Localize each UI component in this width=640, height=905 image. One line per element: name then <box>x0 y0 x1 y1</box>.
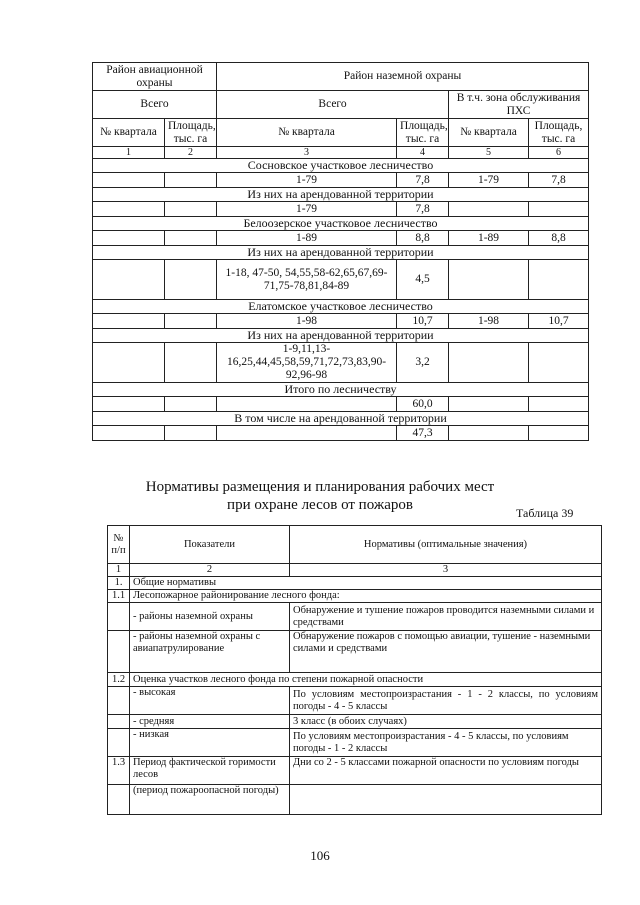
empty-cell <box>108 785 130 815</box>
table-cell <box>93 231 165 246</box>
page-number: 106 <box>310 848 330 863</box>
table-cell: 8,8 <box>397 231 449 246</box>
table-cell <box>93 173 165 188</box>
column-number: 3 <box>290 564 602 577</box>
empty-cell <box>108 715 130 729</box>
empty-cell <box>108 603 130 631</box>
section-row-label: Елатомское участковое лесничество <box>93 300 589 314</box>
empty-cell <box>108 687 130 715</box>
indicator-cell: - высокая <box>130 687 290 715</box>
section-row-label: Из них на арендованной территории <box>93 329 589 343</box>
table-cell <box>449 426 529 441</box>
column-number: 4 <box>397 147 449 159</box>
empty-cell <box>290 785 602 815</box>
row-number: 1.2 <box>108 673 130 687</box>
row-number: 1.3 <box>108 757 130 785</box>
norm-cell: Обнаружение и тушение пожаров проводится наземными силами и средствами <box>290 603 602 631</box>
table-cell <box>449 260 529 300</box>
section-row-label: В том числе на арендованной территории <box>93 412 589 426</box>
header-aviation-zone: Район авиационной охраны <box>93 63 217 91</box>
header-pxs-zone: В т.ч. зона обслуживания ПХС <box>449 91 589 119</box>
table-cell <box>93 343 165 383</box>
column-number: 1 <box>108 564 130 577</box>
header-total-ground: Всего <box>217 91 449 119</box>
table-cell: 1-79 <box>449 173 529 188</box>
norm-cell: По условиям местопроизрастания - 4 - 5 классы, по условиям погоды - 1 - 2 классы <box>290 729 602 757</box>
table-cell: 1-98 <box>449 314 529 329</box>
table-cell: 1-18, 47-50, 54,55,58-62,65,67,69-71,75-78,81,84-89 <box>217 260 397 300</box>
header-indicators: Показатели <box>130 526 290 564</box>
header-quarter-no: № квартала <box>217 119 397 147</box>
table-cell <box>165 397 217 412</box>
table-cell <box>165 173 217 188</box>
column-number: 3 <box>217 147 397 159</box>
row-label: Лесопожарное районирование лесного фонда: <box>130 590 602 603</box>
table-label: Таблица 39 <box>516 506 574 520</box>
indicator-cell: - средняя <box>130 715 290 729</box>
norm-cell: По условиям местопроизрастания - 1 - 2 классы, по условиям погоды - 4 - 5 классы <box>290 687 602 715</box>
table-cell: 4,5 <box>397 260 449 300</box>
column-number: 6 <box>529 147 589 159</box>
table-cell: 1-89 <box>449 231 529 246</box>
table-cell <box>449 397 529 412</box>
norms-table <box>107 525 602 815</box>
table-cell <box>165 314 217 329</box>
table-cell <box>217 397 397 412</box>
header-quarter-no: № квартала <box>449 119 529 147</box>
table-cell <box>93 426 165 441</box>
empty-cell <box>108 729 130 757</box>
table-cell <box>165 343 217 383</box>
section-row-label: Белоозерское участковое лесничество <box>93 217 589 231</box>
section-row-label: Сосновское участковое лесничество <box>93 159 589 173</box>
section-heading-line-2: при охране лесов от пожаров <box>227 497 413 513</box>
table-cell <box>449 343 529 383</box>
header-quarter-no: № квартала <box>93 119 165 147</box>
table-cell: 47,3 <box>397 426 449 441</box>
table-cell: 1-79 <box>217 173 397 188</box>
section-row-label: Из них на арендованной территории <box>93 246 589 260</box>
table-cell <box>449 202 529 217</box>
indicator-cell: - районы наземной охраны с авиапатрулирование <box>130 631 290 673</box>
column-number: 2 <box>165 147 217 159</box>
header-row-number: № п/п <box>108 526 130 564</box>
column-number: 2 <box>130 564 290 577</box>
header-area: Площадь, тыс. га <box>397 119 449 147</box>
table-cell <box>529 202 589 217</box>
section-row-label: Итого по лесничеству <box>93 383 589 397</box>
table-cell: 1-79 <box>217 202 397 217</box>
table-cell: 7,8 <box>397 202 449 217</box>
empty-cell <box>108 631 130 673</box>
section-heading-line-1: Нормативы размещения и планирования рабочих мест <box>145 479 495 495</box>
table-cell: 1-89 <box>217 231 397 246</box>
header-area: Площадь, тыс. га <box>165 119 217 147</box>
indicator-cell: - районы наземной охраны <box>130 603 290 631</box>
table-cell <box>529 397 589 412</box>
table-cell: 8,8 <box>529 231 589 246</box>
table-cell <box>165 260 217 300</box>
table-cell: 1-9,11,13-16,25,44,45,58,59,71,72,73,83,90-92,96-98 <box>217 343 397 383</box>
header-norms: Нормативы (оптимальные значения) <box>290 526 602 564</box>
table-cell <box>93 314 165 329</box>
table-cell <box>529 426 589 441</box>
indicator-cell: - низкая <box>130 729 290 757</box>
table-cell: 7,8 <box>529 173 589 188</box>
header-area: Площадь, тыс. га <box>529 119 589 147</box>
table-cell <box>217 426 397 441</box>
table-cell <box>165 426 217 441</box>
table-cell <box>529 343 589 383</box>
indicator-cell: (период пожароопасной погоды) <box>130 785 290 815</box>
table-cell <box>165 231 217 246</box>
section-row-label: Из них на арендованной территории <box>93 188 589 202</box>
row-number: 1. <box>108 577 130 590</box>
row-label: Общие нормативы <box>130 577 602 590</box>
norm-cell: Дни со 2 - 5 классами пожарной опасности по условиям погоды <box>290 757 602 785</box>
table-cell <box>165 202 217 217</box>
column-number: 5 <box>449 147 529 159</box>
table-cell: 1-98 <box>217 314 397 329</box>
row-number: 1.1 <box>108 590 130 603</box>
indicator-cell: Период фактической горимости лесов <box>130 757 290 785</box>
table-cell: 60,0 <box>397 397 449 412</box>
table-cell: 7,8 <box>397 173 449 188</box>
forest-zones-table <box>92 62 589 441</box>
header-total-aviation: Всего <box>93 91 217 119</box>
column-number: 1 <box>93 147 165 159</box>
table-cell <box>93 397 165 412</box>
table-cell: 10,7 <box>397 314 449 329</box>
norm-cell: Обнаружение пожаров с помощью авиации, тушение - наземными силами и средствами <box>290 631 602 673</box>
header-ground-zone: Район наземной охраны <box>217 63 589 91</box>
table-cell <box>529 260 589 300</box>
table-cell <box>93 260 165 300</box>
norm-cell: 3 класс (в обоих случаях) <box>290 715 602 729</box>
table-cell: 3,2 <box>397 343 449 383</box>
table-cell: 10,7 <box>529 314 589 329</box>
table-cell <box>93 202 165 217</box>
row-label: Оценка участков лесного фонда по степени пожарной опасности <box>130 673 602 687</box>
